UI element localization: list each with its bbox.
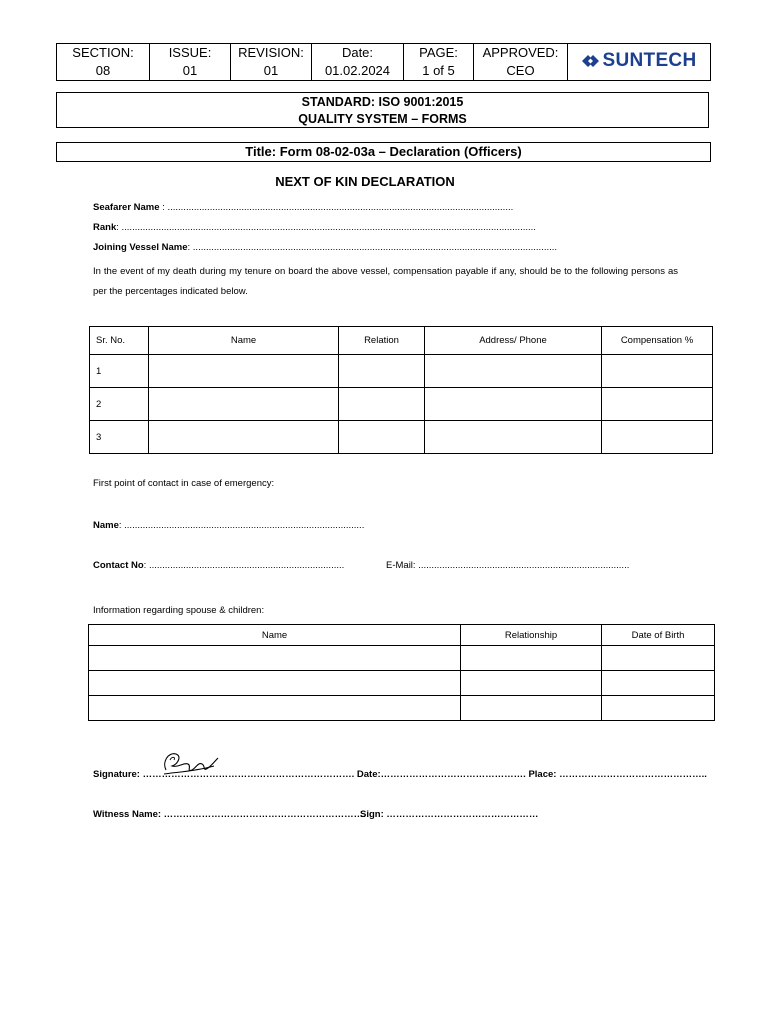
date-line[interactable]: ………………………………………. [380,769,526,780]
suntech-logo-icon [582,49,697,71]
joining-vessel-field[interactable] [93,242,557,254]
page-value: 1 of 5 [422,63,455,78]
table-row [90,388,713,421]
page-label: PAGE: [419,45,458,60]
witness-sign-line[interactable]: ………………………………………… [386,809,539,820]
date-label: Date: [354,769,381,780]
signature-label: Signature: [93,769,143,780]
table-header-row [90,327,713,355]
relationship-cell[interactable] [461,671,602,696]
form-title: Title: Form 08-02-03a – Declaration (Officers) [245,144,522,159]
emergency-name-label: Name [93,520,119,531]
date-label: Date: [341,45,374,60]
emergency-name-field[interactable] [93,520,364,532]
logo-text: SUNTECH [602,49,697,71]
approved-cell [474,44,568,81]
place-line[interactable]: ……………………………………….. [559,769,707,780]
approved-value: CEO [506,63,535,78]
column-header-relation: Relation [339,327,425,355]
signature-line[interactable]: …………………………………………………………. [142,769,355,780]
relation-cell[interactable] [339,421,425,454]
revision-value: 01 [263,63,279,78]
issue-cell [150,44,231,81]
separator: : [116,222,122,233]
rank-label: Rank [93,222,117,233]
compensation-cell[interactable] [602,421,713,454]
compensation-cell[interactable] [602,355,713,388]
date-value: 01.02.2024 [324,63,391,78]
email-label: E-Mail: [386,560,419,571]
seafarer-name-label: Seafarer Name [93,202,160,213]
table-row [89,696,715,721]
logo-mark-icon [582,54,600,68]
seafarer-name-field[interactable] [93,202,513,214]
name-cell[interactable] [89,646,461,671]
row-number: 3 [90,421,149,454]
section-cell [57,44,150,81]
witness-sign-row [360,809,538,821]
spouse-children-table [88,624,715,721]
name-cell[interactable] [89,671,461,696]
revision-label: REVISION: [238,45,304,60]
name-cell[interactable] [149,421,339,454]
rank-line: ............................................................................................................................................................. [121,222,536,233]
name-cell[interactable] [89,696,461,721]
email-field[interactable] [386,560,629,572]
document-header-table [56,43,711,81]
emergency-intro: First point of contact in case of emergency: [93,478,275,489]
rank-field[interactable] [93,222,536,234]
joining-vessel-line: .......................................................................................................................................... [192,242,558,253]
section-label: SECTION: [72,45,134,60]
column-header-date-of-birth: Date of Birth [602,625,715,646]
family-intro: Information regarding spouse & children: [93,605,265,616]
column-header-sr-no: Sr. No. [90,327,149,355]
emergency-name-line: : ........................................................................................... [118,520,365,531]
standard-line: STANDARD: ISO 9001:2015 [301,95,464,109]
column-header-address-phone: Address/ Phone [425,327,602,355]
name-cell[interactable] [149,355,339,388]
table-header-row [89,625,715,646]
section-value: 08 [95,63,111,78]
contact-no-field[interactable] [93,560,344,572]
witness-name-label: Witness Name: [93,809,164,820]
table-row [89,671,715,696]
signature-row [93,769,707,781]
joining-vessel-label: Joining Vessel Name [93,242,188,253]
declaration-paragraph: In the event of my death during my tenure on board the above vessel, compensation payable if any, should be to the following persons as per the percentages indicated below. [93,266,678,297]
form-title-box [56,142,711,162]
issue-label: ISSUE: [168,45,212,60]
compensation-cell[interactable] [602,388,713,421]
witness-sign-label: Sign: [360,809,387,820]
witness-name-line[interactable]: ………………………………………………………. [163,809,366,820]
name-cell[interactable] [149,388,339,421]
page-cell [404,44,474,81]
table-row [90,355,713,388]
date-cell [312,44,404,81]
relation-cell[interactable] [339,388,425,421]
dob-cell[interactable] [602,696,715,721]
place-label: Place: [525,769,560,780]
relationship-cell[interactable] [461,696,602,721]
email-line: ................................................................................ [418,560,630,571]
table-row [90,421,713,454]
relation-cell[interactable] [339,355,425,388]
standard-box [56,92,709,128]
approved-label: APPROVED: [482,45,559,60]
address-cell[interactable] [425,421,602,454]
column-header-compensation: Compensation % [602,327,713,355]
separator: : [187,242,193,253]
logo-cell [568,44,711,81]
relationship-cell[interactable] [461,646,602,671]
dob-cell[interactable] [602,671,715,696]
row-number: 2 [90,388,149,421]
page-title: NEXT OF KIN DECLARATION [275,174,455,189]
table-row [89,646,715,671]
seafarer-name-line: ................................................................................................................................... [167,202,514,213]
contact-no-line: : .......................................................................... [143,560,345,571]
column-header-relationship: Relationship [461,625,602,646]
revision-cell [231,44,312,81]
quality-system-line: QUALITY SYSTEM – FORMS [298,112,467,126]
separator: : [159,202,168,213]
next-of-kin-table [89,326,713,454]
witness-row [93,809,366,821]
column-header-name: Name [89,625,461,646]
address-cell[interactable] [425,355,602,388]
address-cell[interactable] [425,388,602,421]
dob-cell[interactable] [602,646,715,671]
contact-no-label: Contact No [93,560,144,571]
column-header-name: Name [149,327,339,355]
issue-value: 01 [182,63,198,78]
row-number: 1 [90,355,149,388]
